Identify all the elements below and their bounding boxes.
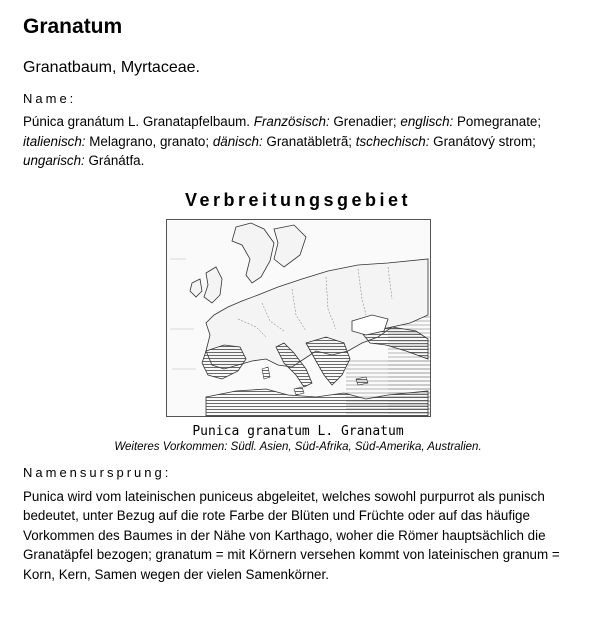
name-text: Melagrano, granato; <box>85 133 213 149</box>
page-subtitle: Granatbaum, Myrtaceae. <box>23 59 200 76</box>
name-paragraph <box>23 112 573 171</box>
name-text: Granátový strom; <box>429 133 536 149</box>
map-caption-sub: Weiteres Vorkommen: Südl. Asien, Süd-Afrika, Süd-Amerika, Australien. <box>114 440 482 453</box>
page-title: Granatum <box>23 15 123 38</box>
document-page <box>23 14 573 584</box>
europe-distribution-map <box>166 219 431 417</box>
name-text: Gránátfa. <box>84 153 145 168</box>
map-caption: Punica granatum L. Granatum <box>192 423 404 439</box>
language-label: dänisch: <box>212 133 263 149</box>
language-label: ungarisch: <box>23 153 85 168</box>
name-text: Púnica granátum L. Granatapfelbaum. <box>23 114 254 129</box>
language-label: italienisch: <box>23 133 86 149</box>
language-label: tschechisch: <box>355 133 430 149</box>
etymology-section-label: Namensursprung: <box>23 464 172 480</box>
distribution-heading: Verbreitungsgebiet <box>184 189 412 210</box>
language-label: englisch: <box>400 114 454 129</box>
language-label: Französisch: <box>253 114 330 129</box>
name-section-label: Name: <box>23 91 77 106</box>
etymology-paragraph: Punica wird vom lateinischen puniceus abgeleitet, welches sowohl purpurrot als punisch bedeutet, unter Bezug auf die rote Farbe der Blüten und Früchte oder auf das häufige Vorkommen des Baumes in der Nähe von Karthago, woher die Römer hauptsächlich die Granatäpfel bezogen; granatum = mit Körnern versehen kommt von lateinischen granum = Korn, Kern, Samen wegen der vielen Samenkörner. <box>23 488 560 582</box>
name-text: Granatäbletrã; <box>262 133 356 149</box>
name-text: Grenadier; <box>329 114 401 129</box>
name-text: Pomegranate; <box>453 114 542 129</box>
distribution-map-figure <box>23 219 573 417</box>
